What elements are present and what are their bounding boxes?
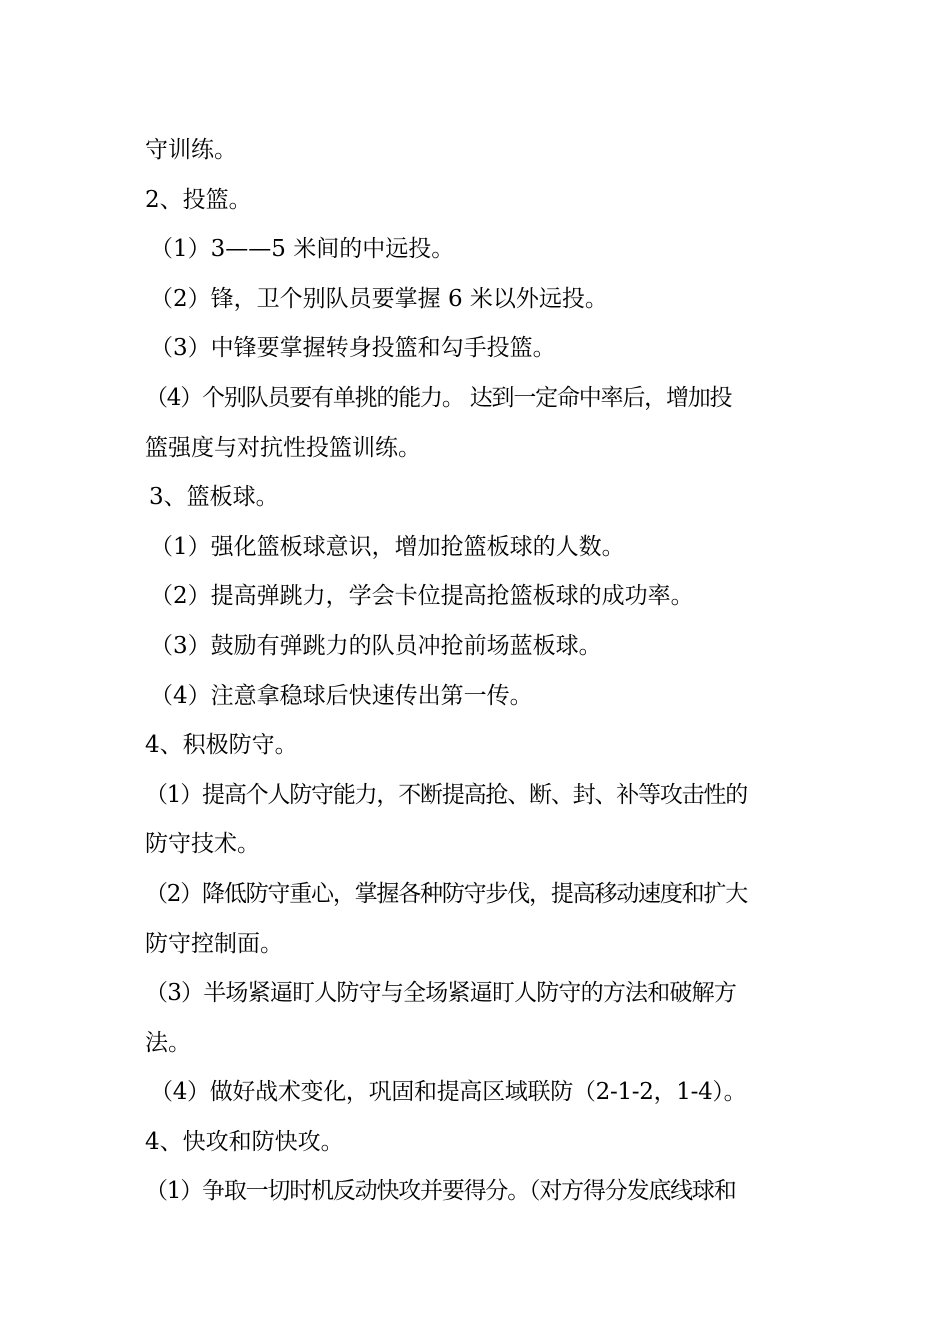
text-line: （4）做好战术变化，巩固和提高区域联防（2-1-2，1-4）。 [150, 1079, 747, 1106]
section-heading-rebound: 3、篮板球。 [149, 484, 279, 511]
text-line: （1）强化篮板球意识，增加抢篮板球的人数。 [150, 533, 625, 560]
section-heading-shooting: 2、投篮。 [145, 186, 252, 213]
text-line: （3）鼓励有弹跳力的队员冲抢前场蓝板球。 [150, 632, 602, 659]
text-line: （2）提高弹跳力，学会卡位提高抢篮板球的成功率。 [150, 583, 694, 610]
text-line: （2）降低防守重心，掌握各种防守步伐，提高移动速度和扩大 [145, 880, 748, 907]
text-line: 防守控制面。 [145, 930, 283, 957]
text-line: （1）争取一切时机反动快攻并要得分。（对方得分发底线球和 [145, 1178, 736, 1205]
text-line: 守训练。 [145, 137, 237, 163]
text-line: （2）锋，卫个别队员要掌握 6 米以外远投。 [150, 285, 608, 312]
text-line: （3）半场紧逼盯人防守与全场紧逼盯人防守的方法和破解方 [145, 980, 737, 1007]
text-line: （4）个别队员要有单挑的能力。 达到一定命中率后，增加投 [145, 384, 732, 411]
text-line: （1）提高个人防守能力，不断提高抢、断、封、补等攻击性的 [145, 781, 748, 808]
section-heading-defense: 4、积极防守。 [145, 732, 298, 759]
text-line: 篮强度与对抗性投篮训练。 [145, 434, 421, 461]
document-body [145, 126, 810, 1217]
section-heading-fast-break: 4、快攻和防快攻。 [145, 1128, 344, 1155]
text-line: 防守技术。 [145, 831, 260, 858]
text-line: （3）中锋要掌握转身投篮和勾手投篮。 [150, 335, 556, 362]
text-line: 法。 [145, 1029, 191, 1056]
text-line: （1）3——5 米间的中远投。 [150, 236, 455, 263]
text-line: （4）注意拿稳球后快速传出第一传。 [150, 682, 533, 709]
